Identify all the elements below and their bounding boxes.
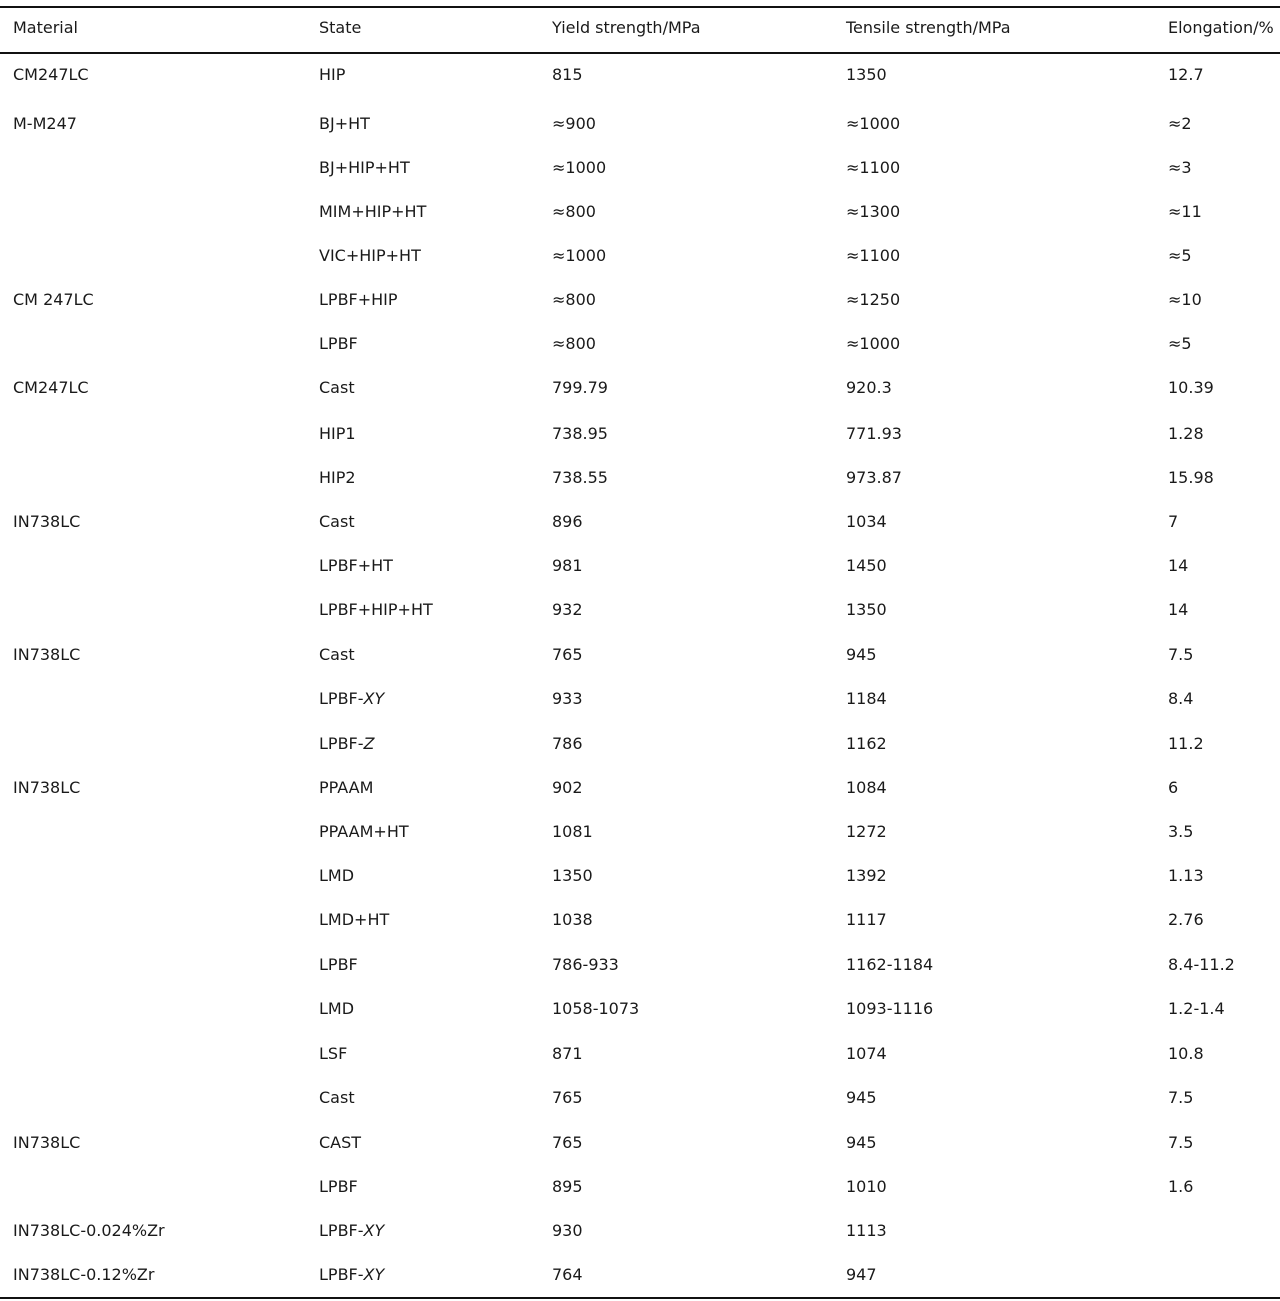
table-row [0, 810, 1280, 854]
table-row [0, 1076, 1280, 1120]
header-elongation: Elongation/% [1168, 18, 1274, 37]
table-row [0, 722, 1280, 766]
table-row [0, 1165, 1280, 1209]
cell-yield-strength: 902 [552, 778, 583, 797]
cell-tensile-strength: 1392 [846, 866, 887, 885]
cell-state [319, 822, 409, 842]
cell-state-text: MIM+HIP+HT [319, 202, 427, 221]
cell-elongation: 14 [1168, 556, 1189, 575]
table-header-row [0, 6, 1280, 52]
cell-elongation: 8.4 [1168, 689, 1194, 708]
table-row [0, 1209, 1280, 1253]
cell-state-text: LPBF+HT [319, 556, 393, 575]
cell-elongation: ≈2 [1168, 114, 1192, 133]
cell-elongation: ≈5 [1168, 246, 1192, 265]
cell-state [319, 689, 384, 709]
cell-yield-strength: 786-933 [552, 955, 619, 974]
cell-tensile-strength: 1093-1116 [846, 999, 934, 1018]
cell-state-text: Cast [319, 378, 355, 397]
cell-tensile-strength: 1010 [846, 1177, 887, 1196]
cell-material: CM247LC [13, 65, 89, 84]
cell-yield-strength: 932 [552, 600, 583, 619]
cell-state [319, 334, 358, 354]
cell-state [319, 424, 356, 444]
cell-tensile-strength: 973.87 [846, 468, 902, 487]
cell-elongation: 1.2-1.4 [1168, 999, 1225, 1018]
table-row [0, 633, 1280, 677]
table-row [0, 366, 1280, 410]
cell-yield-strength: ≈1000 [552, 246, 607, 265]
cell-yield-strength: ≈1000 [552, 158, 607, 177]
cell-yield-strength: 1081 [552, 822, 593, 841]
cell-state [319, 556, 393, 576]
cell-material: IN738LC [13, 512, 81, 531]
cell-tensile-strength: 1350 [846, 65, 887, 84]
cell-tensile-strength: ≈1100 [846, 246, 901, 265]
cell-state-orientation: Z [363, 734, 375, 753]
cell-elongation: 1.28 [1168, 424, 1204, 443]
cell-elongation: 6 [1168, 778, 1179, 797]
cell-elongation: 10.8 [1168, 1044, 1204, 1063]
cell-tensile-strength: ≈1100 [846, 158, 901, 177]
cell-state [319, 600, 433, 620]
cell-state [319, 114, 370, 134]
cell-tensile-strength: 771.93 [846, 424, 902, 443]
cell-yield-strength: 1058-1073 [552, 999, 640, 1018]
cell-state [319, 955, 358, 975]
table-row [0, 943, 1280, 987]
cell-state-text: LMD+HT [319, 910, 390, 929]
cell-state-text: LSF [319, 1044, 348, 1063]
cell-elongation: 15.98 [1168, 468, 1214, 487]
cell-yield-strength: 981 [552, 556, 583, 575]
cell-elongation: 7 [1168, 512, 1179, 531]
cell-material: IN738LC-0.12%Zr [13, 1265, 155, 1284]
cell-yield-strength: ≈800 [552, 290, 596, 309]
cell-state [319, 1044, 347, 1064]
cell-material: IN738LC [13, 778, 81, 797]
cell-tensile-strength: ≈1000 [846, 334, 901, 353]
cell-state [319, 1088, 355, 1108]
cell-state [319, 645, 355, 665]
cell-tensile-strength: 1450 [846, 556, 887, 575]
cell-state-text: Cast [319, 1088, 355, 1107]
cell-state-text: Cast [319, 512, 355, 531]
cell-state-text: LPBF- [319, 689, 364, 708]
header-state: State [319, 18, 362, 37]
cell-yield-strength: 1038 [552, 910, 593, 929]
cell-state [319, 246, 421, 266]
table-row [0, 278, 1280, 322]
cell-state-text: LPBF- [319, 1221, 364, 1240]
cell-tensile-strength: 1074 [846, 1044, 887, 1063]
cell-state-text: BJ+HIP+HT [319, 158, 410, 177]
cell-elongation: 7.5 [1168, 1133, 1194, 1152]
header-material: Material [13, 18, 78, 37]
table-row [0, 1032, 1280, 1076]
cell-yield-strength: 799.79 [552, 378, 608, 397]
cell-yield-strength: 765 [552, 1133, 583, 1152]
cell-state-text: HIP [319, 65, 346, 84]
cell-elongation: ≈11 [1168, 202, 1202, 221]
cell-state [319, 512, 355, 532]
cell-elongation: 10.39 [1168, 378, 1214, 397]
cell-yield-strength: 895 [552, 1177, 583, 1196]
cell-tensile-strength: 1084 [846, 778, 887, 797]
cell-yield-strength: 765 [552, 1088, 583, 1107]
cell-state-text: LPBF- [319, 734, 364, 753]
cell-tensile-strength: 945 [846, 1088, 877, 1107]
cell-tensile-strength: 1184 [846, 689, 887, 708]
cell-state-text: LPBF [319, 955, 358, 974]
cell-state [319, 1133, 361, 1153]
cell-state-text: LMD [319, 866, 355, 885]
cell-elongation: ≈5 [1168, 334, 1192, 353]
cell-state-text: LPBF+HIP+HT [319, 600, 433, 619]
cell-state-text: Cast [319, 645, 355, 664]
table-row [0, 588, 1280, 632]
cell-elongation: 1.6 [1168, 1177, 1194, 1196]
cell-yield-strength: 896 [552, 512, 583, 531]
cell-yield-strength: 786 [552, 734, 583, 753]
cell-tensile-strength: 1162 [846, 734, 887, 753]
cell-elongation: 1.13 [1168, 866, 1204, 885]
cell-elongation: 14 [1168, 600, 1189, 619]
table-row [0, 456, 1280, 500]
table-row [0, 766, 1280, 810]
cell-state [319, 158, 410, 178]
cell-elongation: ≈10 [1168, 290, 1202, 309]
table-bottom-rule [0, 1297, 1280, 1299]
table-row [0, 854, 1280, 898]
table-row [0, 1121, 1280, 1165]
cell-state-text: LPBF+HIP [319, 290, 398, 309]
cell-material: M-M247 [13, 114, 77, 133]
cell-tensile-strength: 920.3 [846, 378, 892, 397]
table-row [0, 898, 1280, 942]
cell-material: IN738LC-0.024%Zr [13, 1221, 165, 1240]
cell-state-orientation: XY [363, 689, 385, 708]
cell-elongation: 3.5 [1168, 822, 1194, 841]
cell-state-text: PPAAM [319, 778, 374, 797]
cell-elongation: 7.5 [1168, 645, 1194, 664]
cell-material: CM 247LC [13, 290, 94, 309]
cell-state [319, 778, 373, 798]
cell-yield-strength: ≈800 [552, 334, 596, 353]
cell-state-text: BJ+HT [319, 114, 370, 133]
table-row [0, 1253, 1280, 1297]
cell-yield-strength: 1350 [552, 866, 593, 885]
cell-state-text: LPBF- [319, 1265, 364, 1284]
cell-yield-strength: ≈900 [552, 114, 596, 133]
cell-material: IN738LC [13, 1133, 81, 1152]
cell-state [319, 1265, 384, 1285]
cell-state [319, 734, 374, 754]
cell-yield-strength: 764 [552, 1265, 583, 1284]
cell-state-text: PPAAM+HT [319, 822, 409, 841]
cell-tensile-strength: 945 [846, 1133, 877, 1152]
cell-state-orientation: XY [363, 1265, 385, 1284]
cell-yield-strength: 930 [552, 1221, 583, 1240]
cell-yield-strength: 738.55 [552, 468, 608, 487]
table-row [0, 677, 1280, 721]
cell-state-text: CAST [319, 1133, 362, 1152]
cell-state-orientation: XY [363, 1221, 385, 1240]
cell-tensile-strength: 1034 [846, 512, 887, 531]
table-row [0, 102, 1280, 146]
cell-state [319, 378, 355, 398]
table-row [0, 234, 1280, 278]
cell-tensile-strength: 1350 [846, 600, 887, 619]
cell-state [319, 202, 426, 222]
cell-state [319, 290, 398, 310]
cell-tensile-strength: 945 [846, 645, 877, 664]
cell-state [319, 1177, 358, 1197]
cell-tensile-strength: 1117 [846, 910, 887, 929]
cell-tensile-strength: ≈1000 [846, 114, 901, 133]
cell-tensile-strength: ≈1250 [846, 290, 901, 309]
header-yield-strength: Yield strength/MPa [552, 18, 701, 37]
cell-elongation: 11.2 [1168, 734, 1204, 753]
cell-elongation: 2.76 [1168, 910, 1204, 929]
table-row [0, 500, 1280, 544]
cell-state-text: LPBF [319, 1177, 358, 1196]
cell-yield-strength: 871 [552, 1044, 583, 1063]
cell-yield-strength: ≈800 [552, 202, 596, 221]
table-row [0, 412, 1280, 456]
cell-tensile-strength: ≈1300 [846, 202, 901, 221]
cell-yield-strength: 738.95 [552, 424, 608, 443]
cell-material: IN738LC [13, 645, 81, 664]
table-row [0, 322, 1280, 366]
cell-material: CM247LC [13, 378, 89, 397]
cell-tensile-strength: 947 [846, 1265, 877, 1284]
cell-tensile-strength: 1272 [846, 822, 887, 841]
cell-elongation: ≈3 [1168, 158, 1192, 177]
cell-elongation: 12.7 [1168, 65, 1204, 84]
cell-tensile-strength: 1162-1184 [846, 955, 934, 974]
cell-yield-strength: 765 [552, 645, 583, 664]
table-row [0, 190, 1280, 234]
cell-yield-strength: 815 [552, 65, 583, 84]
cell-elongation: 8.4-11.2 [1168, 955, 1235, 974]
cell-tensile-strength: 1113 [846, 1221, 887, 1240]
cell-state-text: HIP2 [319, 468, 356, 487]
table-row [0, 146, 1280, 190]
cell-state [319, 999, 354, 1019]
cell-state-text: LPBF [319, 334, 358, 353]
cell-state-text: LMD [319, 999, 355, 1018]
header-tensile-strength: Tensile strength/MPa [846, 18, 1011, 37]
cell-state-text: VIC+HIP+HT [319, 246, 421, 265]
cell-state [319, 65, 345, 85]
table-row [0, 53, 1280, 97]
cell-yield-strength: 933 [552, 689, 583, 708]
cell-state-text: HIP1 [319, 424, 356, 443]
cell-state [319, 866, 354, 886]
table-row [0, 544, 1280, 588]
cell-elongation: 7.5 [1168, 1088, 1194, 1107]
cell-state [319, 468, 356, 488]
cell-state [319, 910, 389, 930]
cell-state [319, 1221, 384, 1241]
table-row [0, 987, 1280, 1031]
